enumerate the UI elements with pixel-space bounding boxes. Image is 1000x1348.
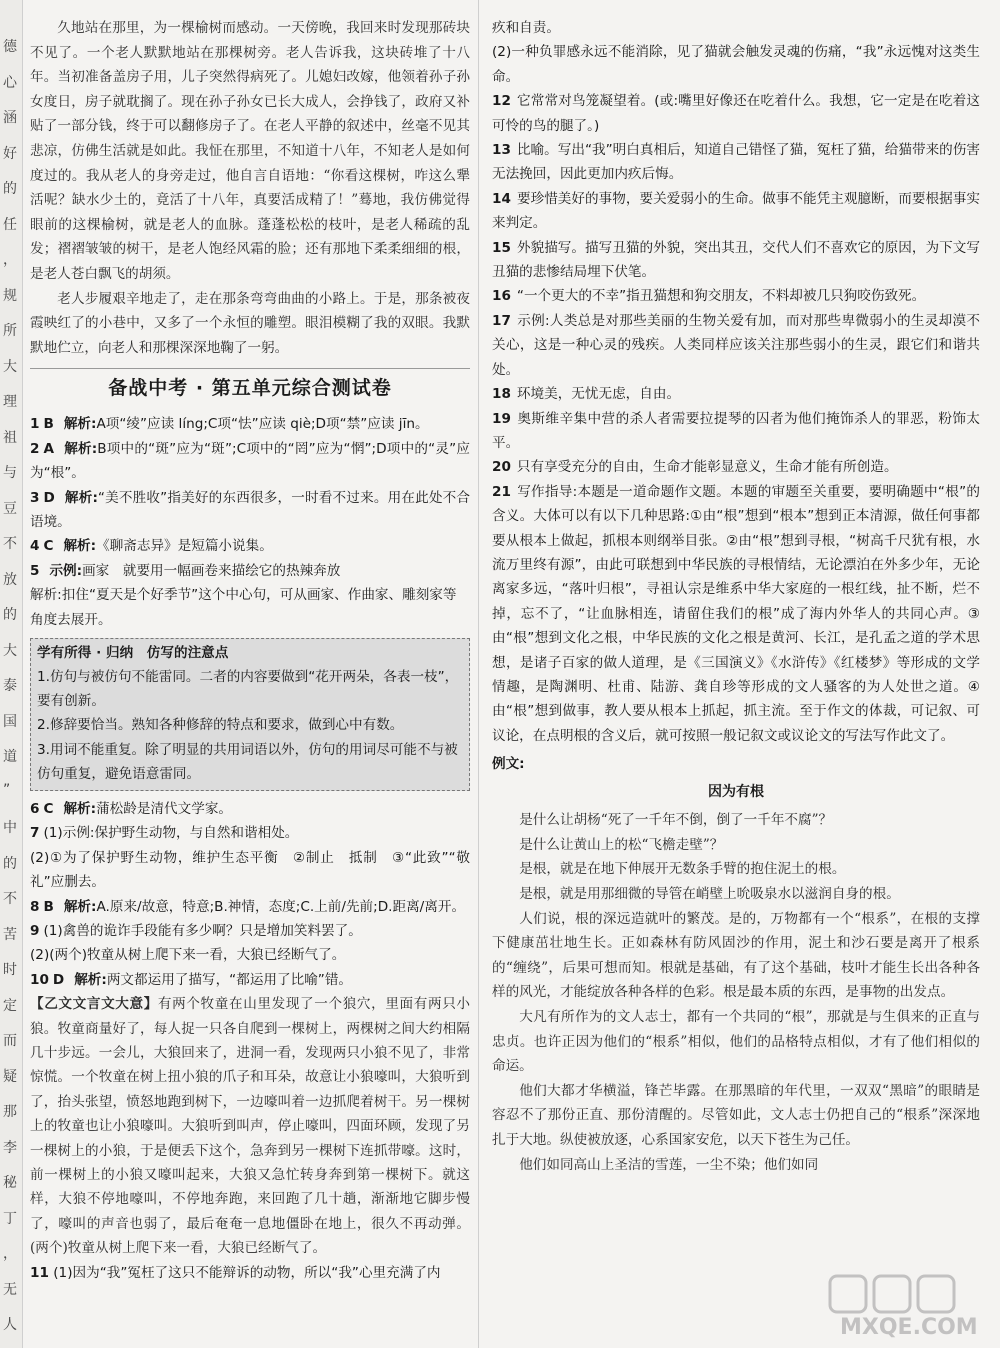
classic-title: 【乙文文言文大意】: [30, 996, 158, 1013]
edge-char: 丁: [3, 1210, 17, 1227]
question-item: [492, 138, 980, 187]
edge-char: ，: [3, 252, 17, 268]
answer-text: (1)示例:保护野生动物，与自然和谐相处。: [43, 825, 299, 842]
questions-block-right: [492, 16, 980, 748]
edge-char: 心: [3, 74, 17, 91]
question-item: [30, 821, 470, 845]
edge-char: 的: [3, 181, 17, 197]
tip-line: 3.用词不能重复。除了明显的共用词语以外，仿句的用词尽可能不与被仿句重复，避免语意雷同。: [37, 741, 458, 782]
edge-char: 的: [3, 855, 17, 872]
answer-text: 示例:人类总是对那些美丽的生物关爱有加，而对那些卑微弱小的生灵却漠不关心，这是一种心灵的残疾。人类同样应该关注那些弱小的生灵，跟它们和谐共处。: [492, 312, 980, 378]
q5-analysis: [30, 583, 470, 632]
classic-text: 有两个牧童在山里发现了一个狼穴，里面有两只小狼。牧童商量好了，每人捉一只各自爬到一棵树上，两棵树之间大约相隔几十步远。一会儿，大狼回来了，进洞一看，发现两只小狼不见了，非常惊慌。一个牧童在树上扭小狼的爪子和耳朵，故意让小狼嚎叫，大狼听到了，抬头张望，愤怒地跑到树下，一边嚎叫着一边抓爬着树干。另一棵树上的牧童也让小狼嚎叫。大狼听到叫声，停止嚎叫，四面环顾，发现了另一棵树上的小狼，于是便丢下这个，急奔到另一棵树下连抓带嚎。这时，前一棵树上的小狼又嚎叫起来，大狼又急忙转身奔到第一棵树下。就这样，大狼不停地嚎叫，不停地奔跑，来回跑了几十趟，渐渐地它脚步慢了，嚎叫的声音也弱了，最后奄奄一息地僵卧在地上，很久不再动弹。(两个)牧童从树上爬下来一看，大狼已经断气了。: [30, 996, 470, 1257]
question-item: [30, 534, 470, 558]
story-paragraph: 久地站在那里，为一棵榆树而感动。一天傍晚，我回来时发现那砖块不见了。一个老人默默地站在那棵树旁。老人告诉我，这块砖堆了十八年。当初准备盖房子用，儿子突然得病死了。儿媳妇改嫁，他领着孙子孙女度日，房子就耽搁了。现在孙子孙女已长大成人，会挣钱了，政府又补贴了一部分钱，终于可以翻修房子了。在老人平静的叙述中，丝毫不见其悲凉，仿佛生活就是如此。我怔在那里，不知道十八年，不知老人是如何度过的。我从老人的身旁走过，他自言自语地：“你看这棵树，咋这么犟活呢？缺水少土的，竟活了十八年，真要活成精了！”蓦地，我仿佛觉得眼前的这棵榆树，就是老人的血脉。蓬蓬松松的枝叶，是老人稀疏的乱发；褶褶皱皱的树干，是老人饱经风霜的脸；还有那地下柔柔细细的根，是老人苍白飘飞的胡须。: [30, 20, 470, 282]
edge-char: 与: [3, 465, 17, 481]
edge-char: 规: [3, 287, 17, 304]
answer-text: (2)一种负罪感永远不能消除，见了猫就会触发灵魂的伤痛，“我”永远愧对这类生命。: [492, 44, 980, 85]
classic-translation: [30, 992, 470, 1260]
analysis-text: 扣住“夏天是个好季节”这个中心句，可从画家、作曲家、雕刻家等角度去展开。: [30, 587, 457, 628]
question-text: (1)因为“我”冤枉了这只不能辩诉的动物，所以“我”心里充满了内: [53, 1264, 441, 1281]
answer-letter: C: [43, 538, 54, 555]
left-margin-strip: [0, 0, 23, 1348]
question-number: 3: [30, 489, 40, 506]
question-item: [30, 846, 470, 895]
question-number: 1: [30, 416, 40, 433]
question-item: [492, 40, 980, 89]
question-item: [492, 284, 980, 308]
essay-paragraph: 人们说，根的深远造就叶的繁茂。是的，万物都有一个“根系”，在根的支撑下健康茁壮地生长。正如森林有防风固沙的作用，泥土和沙石要是离开了根系的“缠绕”，后果可想而知。根就是基础，有了这个基础，枝叶才能生长出各种各样的风光，才能绽放各种各样的色彩。根是最本质的东西，是事物的出发点。: [492, 910, 980, 1001]
edge-char: 大: [3, 642, 17, 659]
question-number: 21: [492, 483, 511, 500]
edge-char: 涵: [3, 110, 17, 126]
edge-char: 苦: [3, 926, 17, 943]
edge-char: 好: [3, 145, 17, 162]
question-number: 4: [30, 538, 40, 555]
answer-letter: B: [43, 416, 54, 433]
question-item: [30, 968, 470, 992]
answer-text: 外貌描写。描写丑猫的外貌，突出其丑，交代人们不喜欢它的原因，为下文写丑猫的悲惨结局埋下伏笔。: [492, 239, 980, 281]
answer-text: 要珍惜美好的事物，要关爱弱小的生命。做事不能凭主观臆断，而要根据事实来判定。: [492, 190, 980, 232]
edge-char: ，: [3, 1246, 17, 1262]
essay-body: [492, 808, 980, 1177]
question-number: 13: [492, 142, 511, 159]
question-item: [492, 382, 980, 406]
edge-char: 泰: [3, 678, 17, 694]
question-number: 5: [30, 562, 40, 579]
right-column: [492, 16, 980, 1177]
question-item: [30, 437, 470, 486]
answer-text: (1)禽兽的诡诈手段能有多少啊？只是增加笑料罢了。: [43, 923, 362, 940]
question-item: [492, 480, 980, 748]
essay-paragraph: 是根，就是用那细微的导管在峭壁上吮吸泉水以滋润自身的根。: [519, 885, 900, 902]
question-item: [30, 412, 470, 436]
edge-char: 放: [3, 571, 17, 588]
analysis-tag: 解析:: [64, 489, 98, 506]
analysis-tag: 解析:: [63, 416, 97, 433]
watermark-logo: [822, 1270, 982, 1340]
question-item: [30, 486, 470, 535]
questions-block-1: [30, 412, 470, 583]
edge-char: 祖: [3, 429, 17, 446]
question-number: 8: [30, 898, 40, 915]
answer-text: 《聊斋志异》是短篇小说集。: [96, 538, 273, 555]
question-number: 15: [492, 239, 511, 256]
question-number: 18: [492, 386, 511, 403]
analysis-tag: 解析:: [64, 440, 98, 457]
tip-line: 2.修辞要恰当。熟知各种修辞的特点和要求，做到心中有数。: [37, 717, 404, 734]
question-item: [30, 919, 470, 943]
question-number: 20: [492, 459, 511, 476]
question-item: [30, 797, 470, 821]
question-11: [30, 1261, 470, 1285]
question-number: 14: [492, 190, 511, 207]
edge-char: 而: [3, 1033, 17, 1049]
tip-box: [30, 638, 470, 791]
answer-text: 它常常对鸟笼凝望着。(或:嘴里好像还在吃着什么。我想，它一定是在吃着这可怜的鸟的腿了。): [492, 93, 980, 134]
story-paragraph: 老人步履艰辛地走了，走在那条弯弯曲曲的小路上。于是，那条被夜霞映红了的小巷中，又多了一个永恒的雕塑。眼泪模糊了我的双眼。我默默地伫立，向老人和那棵深深地鞠了一躬。: [30, 290, 470, 356]
edge-char: 理: [3, 394, 17, 410]
essay-paragraph: 他们如同高山上圣洁的雪莲，一尘不染；他们如同: [519, 1156, 819, 1173]
question-item: [492, 407, 980, 456]
edge-char: 所: [3, 323, 17, 339]
edge-char: 时: [3, 962, 17, 978]
analysis-tag: 解析:: [63, 800, 97, 817]
question-item: [492, 89, 980, 138]
answer-text: 环境美，无忧无虑，自由。: [516, 386, 681, 403]
answer-text: “美不胜收”指美好的东西很多，一时看不过来。用在此处不合语境。: [30, 489, 470, 530]
essay-paragraph: 是根，就是在地下伸展开无数条手臂的抱住泥土的根。: [519, 861, 846, 878]
edge-char: 豆: [3, 500, 17, 517]
question-item: [30, 943, 470, 967]
edge-char: 人: [3, 1317, 17, 1333]
question-number: 17: [492, 312, 511, 329]
question-item: [492, 16, 980, 40]
question-number: 10: [30, 971, 49, 988]
essay-label: 例文:: [492, 756, 525, 773]
question-number: 12: [492, 93, 511, 110]
question-number: 11: [30, 1264, 49, 1281]
edge-char: 定: [3, 997, 17, 1014]
question-number: 7: [30, 825, 40, 842]
question-number: 2: [30, 440, 40, 457]
question-item: [30, 559, 470, 583]
answer-text: B项中的“斑”应为“斑”;C项中的“罔”应为“惘”;D项中的“灵”应为“根”。: [30, 440, 471, 482]
edge-char: 李: [3, 1139, 17, 1156]
question-number: 16: [492, 288, 511, 305]
answer-text: (2)(两个)牧童从树上爬下来一看，大狼已经断气了。: [30, 947, 346, 964]
answer-letter: B: [43, 898, 54, 915]
section-title: 备战中考 · 第五单元综合测试卷: [30, 368, 470, 406]
answer-text: 比喻。写出“我”明白真相后，知道自己错怪了猫，冤枉了猫，给猫带来的伤害无法挽回，因此更加内疚后悔。: [492, 142, 980, 183]
essay-paragraph: 大凡有所作为的文人志士，都有一个共同的“根”，那就是与生俱来的正直与忠贞。也许正因为他们的“根系”相似，他们的品格特点相似，才有了他们相似的命运。: [492, 1008, 980, 1075]
analysis-tag: 解析:: [63, 898, 97, 915]
question-item: [492, 309, 980, 382]
question-item: [492, 455, 980, 479]
edge-char: 秘: [3, 1175, 17, 1191]
edge-char: 任: [3, 216, 17, 233]
answer-text: 蒲松龄是清代文学家。: [96, 800, 233, 817]
analysis-tag: 示例:: [49, 562, 83, 579]
edge-char: 不: [3, 536, 17, 552]
answer-text: A.原来/故意，特意;B.神情，态度;C.上前/先前;D.距离/离开。: [96, 898, 466, 915]
edge-char: 德: [3, 39, 17, 55]
edge-char: 中: [3, 820, 17, 836]
questions-block-2: [30, 797, 470, 992]
watermark-text: MXQE.COM: [840, 1315, 978, 1340]
analysis-tag: 解析:: [30, 587, 62, 604]
edge-char: 大: [3, 358, 17, 375]
left-column: [30, 16, 470, 1285]
edge-char: 无: [3, 1281, 17, 1298]
essay-title: 因为有根: [708, 784, 764, 801]
analysis-tag: 解析:: [74, 971, 107, 988]
answer-text: 画家 就要用一幅画卷来描绘它的热辣奔放: [82, 562, 341, 579]
answer-text: 只有享受充分的自由，生命才能彰显意义，生命才能有所创造。: [516, 459, 898, 476]
question-item: [30, 895, 470, 919]
answer-text: 两文都运用了描写，“都运用了比喻”错。: [106, 971, 353, 988]
essay-paragraph: 是什么让胡杨“死了一千年不倒，倒了一千年不腐”？: [519, 812, 833, 829]
edge-char: 国: [3, 713, 17, 730]
answer-letter: D: [43, 489, 55, 506]
essay-paragraph: 他们大都才华横溢，锋芒毕露。在那黑暗的年代里，一双双“黑暗”的眼睛是容忍不了那份正直、那份清醒的。尽管如此，文人志士仍把自己的“根系”深深地扎于大地。纵使被放逐，心系国家安危，以天下苍生为己任。: [492, 1082, 980, 1148]
answer-text: (2)①为了保护野生动物，维护生态平衡 ②制止 抵制 ③“此致”“敬礼”应删去。: [30, 849, 470, 891]
answer-text: 写作指导:本题是一道命题作文题。本题的审题至关重要，要明确题中“根”的含义。大体可以有以下几种思路:①由“根”想到“根本”想到正本清源，做任何事都要从根本上做起，抓根本则纲举目张。②由“根”想到寻根，“树高千尺犹有根，水流万里终有源”，由此可联想到中华民族的寻根情结，无论漂泊在外多少年，无论离家多远，“落叶归根”，寻祖认宗是维系中华大家庭的一根红线，扯不断，烂不掉，忘不了，“让血脉相连，请留住我们的根”成了海内外华人的共同心声。③由“根”想到文化之根，中华民族的文化之根是黄河、长江，是孔孟之道的学术思想，是诸子百家的做人道理，是《三国演义》《水浒传》《红楼梦》等形成的文学情趣，是陶渊明、杜甫、陆游、龚自珍等形成的文人骚客的为人处世之道。④由“根”想到做事，教人要从根本上抓起，抓主流。至于作文的体裁，可记叙、可议论，在点明根的含义后，就可按照一般记叙文或议论文的写法写作此文了。: [492, 483, 980, 744]
edge-char: 不: [3, 891, 17, 907]
tip-title: 学有所得 · 归纳 仿写的注意点: [37, 644, 229, 661]
edge-char: 的: [3, 607, 17, 623]
edge-char: 疑: [3, 1068, 17, 1085]
question-number: 6: [30, 800, 40, 817]
tip-line: 1.仿句与被仿句不能雷同。二者的内容要做到“花开两朵，各表一枝”，要有创新。: [37, 668, 459, 710]
question-item: [492, 187, 980, 236]
answer-letter: C: [43, 800, 54, 817]
analysis-tag: 解析:: [63, 538, 97, 555]
answer-text: “一个更大的不幸”指丑猫想和狗交朋友，不料却被几只狗咬伤致死。: [516, 288, 926, 305]
edge-char: 道: [3, 749, 17, 765]
answer-letter: A: [43, 440, 54, 457]
answer-text: 奥斯维辛集中营的杀人者需要拉提琴的囚者为他们掩饰杀人的罪恶，粉饰太平。: [492, 410, 980, 451]
edge-char: ”: [3, 781, 11, 798]
answer-letter: D: [52, 971, 65, 988]
essay-paragraph: 是什么让黄山上的松“飞檐走壁”？: [519, 836, 724, 853]
answer-text: 疚和自责。: [492, 20, 560, 36]
question-number: 9: [30, 923, 40, 940]
edge-char: 那: [3, 1104, 17, 1120]
column-divider: [478, 0, 479, 1348]
answer-text: A项“绫”应读 líng;C项“怯”应读 qiè;D项“禁”应读 jīn。: [96, 416, 429, 433]
question-number: 19: [492, 410, 511, 427]
question-item: [492, 236, 980, 285]
